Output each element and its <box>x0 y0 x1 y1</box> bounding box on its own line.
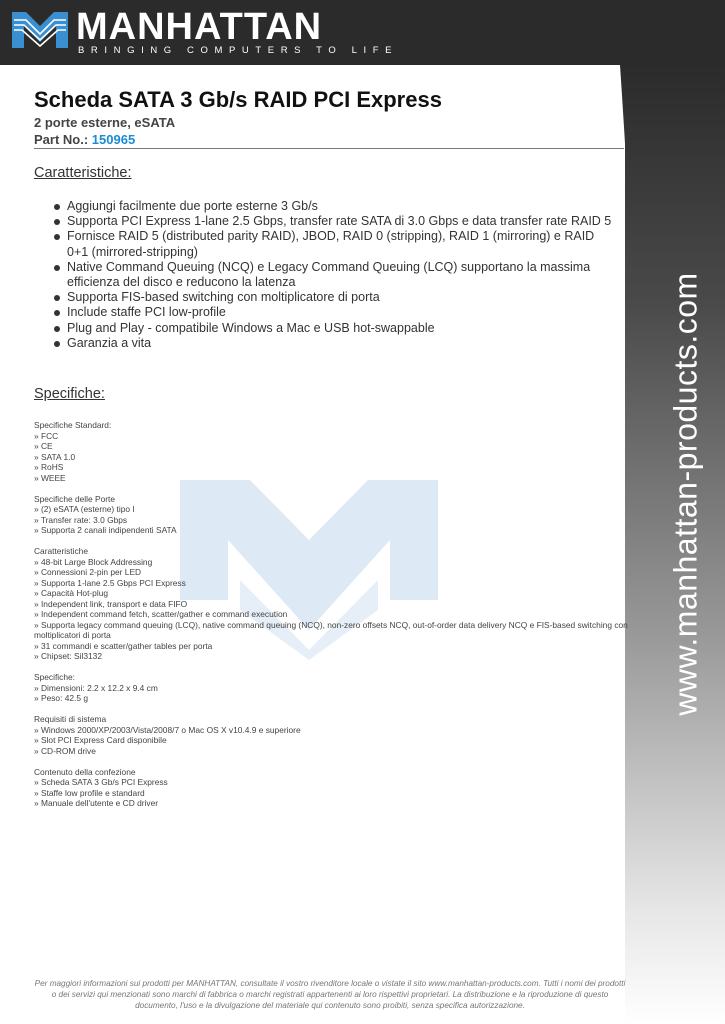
spec-item: » (2) eSATA (esterne) tipo I <box>34 504 135 514</box>
specs-block <box>34 420 629 819</box>
spec-item: » Slot PCI Express Card disponibile <box>34 735 167 745</box>
spec-item: » Peso: 42.5 g <box>34 693 89 703</box>
spec-group-title: Caratteristiche <box>34 546 88 556</box>
feature-text: Aggiungi facilmente due porte esterne 3 Gb/s <box>67 199 318 213</box>
bullet-dot-icon <box>54 219 60 225</box>
spec-item: » FCC <box>34 430 59 441</box>
spec-item: » CE <box>34 441 53 451</box>
feature-text: Fornisce RAID 5 (distributed parity RAID), JBOD, RAID 0 (stripping), RAID 1 (mirroring) e RAID 0+1 (mirrored-stripping) <box>67 229 595 259</box>
header-bar <box>0 0 725 65</box>
spec-item: » Independent command fetch, scatter/gather e command execution <box>34 609 288 619</box>
spec-item: » Connessioni 2-pin per LED <box>34 567 142 577</box>
spec-group-title: Contenuto della confezione <box>34 766 136 777</box>
features-heading: Caratteristiche: <box>34 165 132 181</box>
brand-name: MANHATTAN <box>76 6 323 48</box>
spec-item: » Supporta legacy command queuing (LCQ), native command queuing (NCQ), non-zero offsets NCQ, out-of-order data delivery NCQ e FIS-based switching con moltiplicatori di porta <box>34 619 628 640</box>
feature-text: Supporta FIS-based switching con moltiplicatore di porta <box>67 290 380 305</box>
list-item <box>52 260 612 290</box>
spec-item: » Dimensioni: 2.2 x 12.2 x 9.4 cm <box>34 682 158 693</box>
part-number-value: 150965 <box>91 132 136 147</box>
footer-disclaimer: Per maggiori informazioni sui prodotti per MANHATTAN, consultate il vostro rivenditore locale o vistate il sito www.manhattan-products.com. Tutti i nomi dei prodotti o dei servizi qui menzionati sono marchi di fabbrica o marchi registrati appartenenti ai loro rispettivi proprietari. La distribuzione e la riproduzione di questo documento, l'uso e la divulgazione del materiale qui contenuto sono proibiti, senza specifica autorizzazione. <box>34 979 626 1010</box>
spec-item: » Scheda SATA 3 Gb/s PCI Express <box>34 777 168 787</box>
title-divider <box>34 148 624 149</box>
spec-item: » Independent link, transport e data FIFO <box>34 598 188 609</box>
bullet-dot-icon <box>54 204 60 210</box>
spec-item: » Staffe low profile e standard <box>34 787 145 798</box>
spec-group-contents <box>34 767 629 809</box>
spec-item: » 48-bit Large Block Addressing <box>34 556 153 567</box>
spec-item: » CD-ROM drive <box>34 745 96 756</box>
list-item <box>52 336 612 351</box>
spec-item: » RoHS <box>34 462 64 472</box>
bullet-dot-icon <box>54 341 60 347</box>
feature-text: Plug and Play - compatibile Windows a Mac e USB hot-swappable <box>67 320 435 335</box>
spec-item: » Supporta 1-lane 2.5 Gbps PCI Express <box>34 577 186 588</box>
spec-group-standards <box>34 420 629 483</box>
spec-item: » Transfer rate: 3.0 Gbps <box>34 514 128 525</box>
spec-group-requirements <box>34 714 629 756</box>
manhattan-m-logo-icon <box>12 12 68 48</box>
list-item <box>52 199 612 214</box>
spec-group-title: Specifiche Standard: <box>34 420 112 430</box>
specs-heading: Specifiche: <box>34 386 105 402</box>
part-number-line <box>34 132 135 147</box>
spec-item: » Capacità Hot-plug <box>34 588 109 598</box>
spec-group-features <box>34 546 629 662</box>
feature-text: Include staffe PCI low-profile <box>67 305 226 320</box>
spec-item: » Supporta 2 canali indipendenti SATA <box>34 525 177 535</box>
spec-item: » WEEE <box>34 472 66 483</box>
spec-group-title: Specifiche: <box>34 672 75 682</box>
product-subtitle: 2 porte esterne, eSATA <box>34 115 176 130</box>
page-title: Scheda SATA 3 Gb/s RAID PCI Express <box>34 87 442 112</box>
spec-group-ports <box>34 494 629 536</box>
spec-group-title: Specifiche delle Porte <box>34 493 116 504</box>
feature-text: Native Command Queuing (NCQ) e Legacy Command Queuing (LCQ) supportano la massima efficienza del disco e reducono la latenza <box>67 259 591 290</box>
bullet-dot-icon <box>54 295 60 301</box>
feature-text: Garanzia a vita <box>67 335 152 350</box>
part-number-label: Part No.: <box>34 132 89 147</box>
spec-item: » SATA 1.0 <box>34 451 76 462</box>
list-item <box>52 321 612 336</box>
bullet-dot-icon <box>54 234 60 240</box>
list-item <box>52 214 612 229</box>
spec-item: » 31 commandi e scatter/gather tables per porta <box>34 640 213 651</box>
side-website-url: www.manhattan-products.com <box>667 272 704 716</box>
list-item <box>52 305 612 320</box>
feature-text: Supporta PCI Express 1-lane 2.5 Gbps, transfer rate SATA di 3.0 Gbps e data transfer rate RAID 5 <box>67 214 612 229</box>
list-item <box>52 290 612 305</box>
bullet-dot-icon <box>54 326 60 332</box>
spec-group-physical <box>34 672 629 704</box>
spec-item: » Manuale dell'utente e CD driver <box>34 798 159 808</box>
features-list <box>52 199 612 351</box>
bullet-dot-icon <box>54 310 60 316</box>
spec-group-title: Requisiti di sistema <box>34 714 107 724</box>
spec-item: » Chipset: Sil3132 <box>34 651 102 661</box>
spec-item: » Windows 2000/XP/2003/Vista/2008/7 o Mac OS X v10.4.9 e superiore <box>34 724 301 735</box>
list-item <box>52 229 612 259</box>
brand-tagline: BRINGING COMPUTERS TO LIFE <box>78 45 399 56</box>
bullet-dot-icon <box>54 265 60 271</box>
